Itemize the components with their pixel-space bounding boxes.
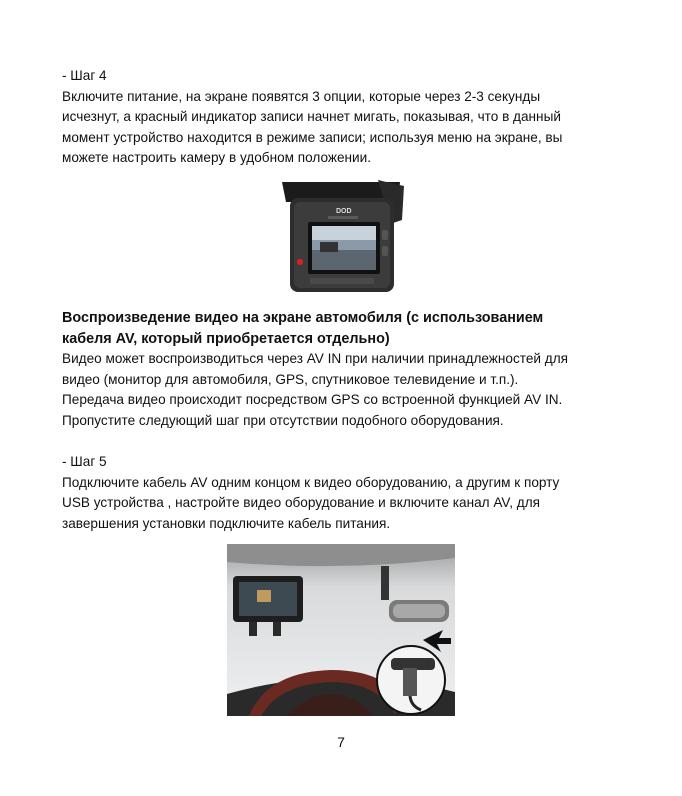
step-5-line: USB устройства , настройте видео оборудование и включите канал AV, для	[62, 495, 541, 511]
dashcam-device-photo	[280, 180, 404, 296]
red-indicator-icon	[297, 259, 303, 265]
playback-heading-line: Воспроизведение видео на экране автомобиля (с использованием	[62, 310, 544, 326]
device-brand-text: DOD	[336, 208, 352, 215]
playback-line: Видео может воспроизводиться через AV IN при наличии принадлежностей для	[62, 351, 568, 367]
step-4-label: - Шаг 4	[62, 68, 107, 83]
playback-line: Пропустите следующий шаг при отсутствии подобного оборудования.	[62, 412, 504, 428]
playback-line: Передача видео происходит посредством GPS со встроенной функцией AV IN.	[62, 392, 563, 408]
step-4-line: момент устройство находится в режиме записи; используя меню на экране, вы	[62, 129, 563, 145]
playback-heading-line: кабеля AV, который приобретается отдельно)	[62, 330, 390, 347]
car-installation-photo	[227, 544, 455, 716]
step-4-line: можете настроить камеру в удобном положении.	[62, 150, 371, 166]
playback-section	[62, 308, 632, 432]
step-5-label: - Шаг 5	[62, 454, 107, 469]
step-5-line: Подключите кабель AV одним концом к видео оборудованию, а другим к порту	[62, 474, 560, 490]
step-5-section	[62, 452, 632, 534]
step-5-line: завершения установки подключите кабель питания.	[62, 515, 391, 531]
playback-line: видео (монитор для автомобиля, GPS, спутниковое телевидение и т.п.).	[62, 371, 519, 387]
step-4-line: Включите питание, на экране появятся 3 опции, которые через 2-3 секунды	[62, 88, 541, 104]
page-number: 7	[337, 734, 345, 750]
step-4-line: исчезнут, а красный индикатор записи начнет мигать, показывая, что в данный	[62, 109, 561, 125]
step-4-section	[62, 66, 632, 169]
